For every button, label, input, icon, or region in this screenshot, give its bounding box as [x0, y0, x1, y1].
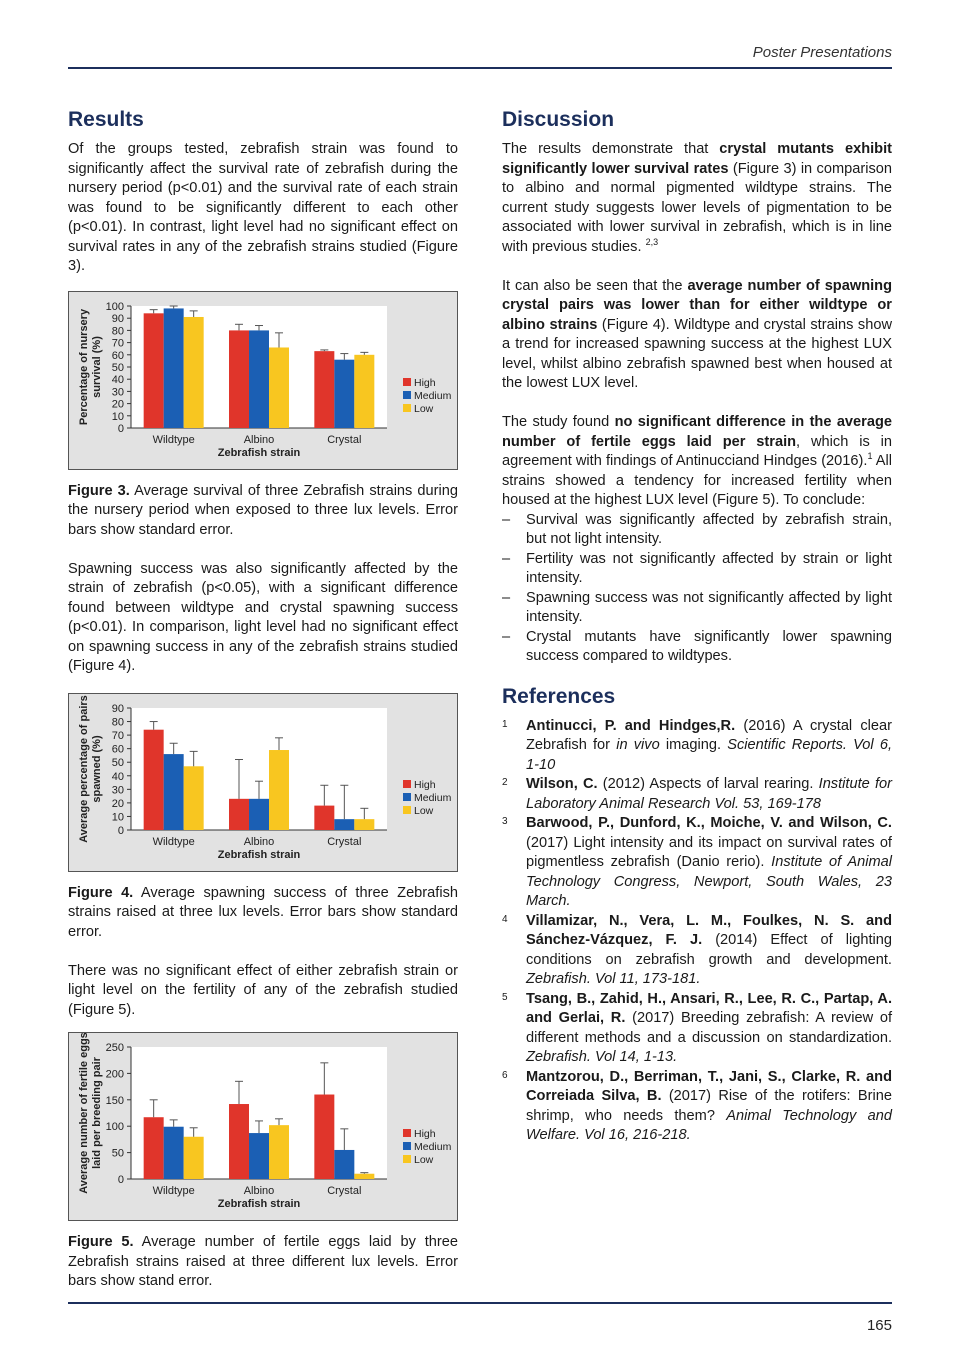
- conclusion-text: Crystal mutants have significantly lower spawning success compared to wildtypes.: [526, 628, 892, 664]
- y-tick-label: 80: [111, 716, 124, 729]
- bar-high: [144, 1117, 164, 1179]
- legend-label: Low: [414, 804, 434, 817]
- discussion-p2-text-c: (Figure 4). Wildtype and crystal strains show a trend for increased spawning success at the highest LUX level, whilst albino zebrafish spawned best when housed at the lowest LUX level.: [502, 316, 892, 391]
- y-tick-label: 70: [111, 729, 124, 742]
- page-number: 165: [866, 1317, 892, 1334]
- bar-high: [229, 1104, 249, 1179]
- bar-high: [314, 1095, 334, 1179]
- reference-italic: Animal Technology and Welfare. Vol 16, 216-218.: [526, 1107, 892, 1143]
- figure-4-text: Average spawning success of three Zebrafish strains raised at three lux levels. Error bars show standard error.: [68, 884, 458, 940]
- y-tick-label: 30: [111, 783, 124, 796]
- reference-number: 2: [502, 777, 508, 788]
- reference-number: 6: [502, 1069, 508, 1081]
- reference-text-2: imaging.: [659, 737, 728, 753]
- bar-high: [314, 351, 334, 428]
- discussion-p2-text-a: It can also be seen that the: [502, 277, 688, 294]
- bar-high: [314, 805, 334, 829]
- reference-text: (2017) Breeding zebrafish: A review of different methods and a discussion on standardization.: [526, 1010, 892, 1046]
- legend-swatch-low: [403, 806, 411, 814]
- discussion-p1-text-c: (Figure 3) in comparison to albino and normal pigmented wildtype strains. The current study suggests lower levels of pigmentation to be associated with lower survival in zebrafish, which is in line with previous studies.: [502, 160, 892, 255]
- reference-text: (2014) Effect of lighting conditions on zebrafish growth and development.: [526, 932, 892, 968]
- bar-low: [354, 354, 374, 427]
- discussion-p2-bold: average number of spawning crystal pairs was lower than for either wildtype or albino strains: [502, 277, 892, 333]
- bar-high: [144, 729, 164, 829]
- discussion-p3-text-a: The study found: [502, 414, 615, 430]
- x-tick-label: Crystal: [327, 433, 362, 446]
- reference-authors: Wilson, C.: [526, 776, 598, 792]
- legend-label: High: [414, 1128, 436, 1140]
- x-tick-label: Albino: [243, 835, 275, 848]
- conclusion-item: [502, 589, 892, 628]
- figure-4-caption: [68, 884, 458, 943]
- reference-authors: Mantzorou, D., Berriman, T., Jani, S., Clarke, R. and Correiada Silva, B.: [526, 1068, 892, 1104]
- figure-4-chart: [68, 693, 458, 872]
- bar-medium: [249, 1133, 269, 1179]
- y-tick-label: 10: [111, 810, 124, 823]
- reference-italic: Zebrafish. Vol 14, 1-13.: [526, 1049, 678, 1065]
- figure-3-chart: [68, 291, 458, 470]
- results-heading: Results: [68, 108, 144, 131]
- bar-low: [184, 316, 204, 427]
- discussion-p1-citation: 2,3: [645, 236, 659, 247]
- legend-label: High: [414, 376, 436, 389]
- legend-label: Medium: [414, 389, 452, 402]
- legend-swatch-high: [403, 378, 411, 386]
- y-axis-label-line-2: spawned (%): [91, 734, 103, 803]
- y-tick-label: 70: [111, 337, 124, 350]
- discussion-p1-bold: crystal mutants exhibit significantly lower survival rates: [502, 141, 892, 177]
- conclusion-item: [502, 628, 892, 667]
- reference-number: 1: [502, 718, 508, 730]
- reference-text: (2017) Light intensity and its impact on survival rates of pigmentless zebrafish (Danio rerio).: [526, 834, 892, 870]
- x-tick-label: Crystal: [327, 835, 362, 848]
- figure-5-chart: [68, 1032, 458, 1221]
- y-tick-label: 20: [111, 797, 124, 810]
- conclusion-text: Survival was significantly affected by zebrafish strain, but not light intensity.: [526, 511, 892, 547]
- reference-italic: Zebrafish. Vol 11, 173-181.: [526, 971, 701, 987]
- reference-italic: Institute of Animal Technology Congress, Newport, South Wales, 23 March.: [526, 854, 893, 909]
- reference-italic: Institute for Laboratory Animal Research Vol. 53, 169-178: [526, 776, 892, 812]
- bar-medium: [334, 819, 354, 830]
- x-axis-label: Zebrafish strain: [217, 1198, 301, 1210]
- reference-item: [502, 814, 892, 912]
- discussion-heading: Discussion: [502, 108, 615, 131]
- y-tick-label: 250: [105, 1042, 124, 1054]
- legend-label: Low: [414, 1154, 434, 1166]
- bar-low: [269, 750, 289, 830]
- dash-marker: –: [502, 550, 511, 567]
- results-paragraph-2: Spawning success was also significantly affected by the strain of zebrafish (p<0.05), with a significant difference found between wildtype and crystal spawning success (p<0.01). In comparison, light level had no significant effect on spawning success in any of the zebrafish strains studied (Figure 4).: [68, 560, 458, 674]
- x-axis-label: Zebrafish strain: [217, 446, 301, 459]
- legend-label: Medium: [414, 791, 452, 804]
- reference-item: [502, 775, 892, 814]
- y-tick-label: 30: [111, 385, 124, 398]
- legend-swatch-low: [403, 1155, 411, 1163]
- y-tick-label: 150: [105, 1094, 124, 1107]
- y-tick-label: 90: [111, 312, 124, 325]
- reference-text: (2016) A crystal clear Zebrafish for: [526, 717, 892, 753]
- conclusion-text: Spawning success was not significantly affected by light intensity.: [526, 589, 892, 625]
- footer-rule: [68, 1302, 892, 1304]
- references-heading: References: [502, 684, 616, 708]
- y-tick-label: 50: [111, 361, 124, 374]
- reference-authors: Barwood, P., Dunford, K., Moiche, V. and Wilson, C.: [526, 815, 892, 831]
- bar-low: [184, 766, 204, 830]
- reference-number: 3: [502, 816, 508, 827]
- y-tick-label: 20: [111, 398, 124, 411]
- y-tick-label: 40: [111, 373, 124, 386]
- discussion-p1-text-a: The results demonstrate that: [502, 141, 720, 157]
- discussion-p3-text-c: , which is in agreement with findings of Antinucciand Hindges (2016).: [502, 433, 892, 469]
- x-axis-label: Zebrafish strain: [217, 848, 301, 861]
- bar-medium: [164, 1127, 184, 1179]
- discussion-p3-text-d: All strains showed a tendency for increased fertility when housed at the highest LUX level (Figure 5). To conclude:: [502, 453, 892, 508]
- legend-swatch-medium: [403, 793, 411, 801]
- y-tick-label: 10: [111, 410, 124, 423]
- figure-5-text: Average number of fertile eggs laid by three Zebrafish strains raised at three different lux levels. Error bars show stand error.: [68, 1234, 458, 1289]
- discussion-p3-citation: 1: [867, 451, 873, 462]
- bar-medium: [164, 754, 184, 830]
- y-tick-label: 80: [111, 324, 124, 337]
- figure-3-caption: [68, 482, 458, 541]
- reference-item: [502, 990, 892, 1068]
- reference-number: 5: [502, 991, 508, 1003]
- dash-marker: –: [502, 628, 511, 645]
- x-tick-label: Albino: [243, 433, 275, 446]
- discussion-p3-bold: no significant difference in the average number of fertile eggs laid per strain: [502, 414, 892, 450]
- reference-item: [502, 717, 892, 776]
- figure-3-label: Figure 3.: [68, 482, 130, 499]
- figure-4-svg: [69, 694, 457, 866]
- x-tick-label: Wildtype: [152, 433, 195, 446]
- reference-item: [502, 1068, 892, 1146]
- figure-3-text: Average survival of three Zebrafish strains during the nursery period when exposed to three lux levels. Error bars show standard error.: [68, 482, 458, 538]
- y-tick-label: 0: [117, 1174, 124, 1186]
- bar-low: [269, 1125, 289, 1179]
- dash-marker: –: [502, 511, 511, 528]
- figure-3-svg: [69, 292, 457, 464]
- legend-swatch-low: [403, 404, 411, 412]
- bar-medium: [249, 798, 269, 829]
- y-axis-label: Average percentage of pairs: [78, 694, 90, 843]
- y-tick-label: 200: [105, 1068, 124, 1081]
- bar-low: [354, 1174, 374, 1179]
- section-label: Poster Presentations: [752, 44, 892, 61]
- discussion-paragraph-3: [502, 413, 892, 511]
- discussion-paragraph-2: [502, 277, 892, 394]
- legend-label: Medium: [414, 1141, 452, 1153]
- bar-medium: [249, 330, 269, 428]
- y-tick-label: 50: [111, 1147, 124, 1160]
- y-tick-label: 60: [111, 743, 124, 756]
- reference-number: 4: [502, 913, 508, 925]
- y-tick-label: 50: [111, 756, 124, 769]
- conclusion-item: [502, 511, 892, 550]
- x-tick-label: Wildtype: [152, 1185, 195, 1197]
- reference-text: (2017) Rise of the rotifers: Brine shrimp, who needs them?: [526, 1088, 892, 1124]
- results-paragraph-1: Of the groups tested, zebrafish strain was found to significantly affect the survival rate of zebrafish during the nursery period (p<0.01) and the survival rate of each strain was found to be significantly different to each other (p<0.01). In contrast, light level had no significant effect on survival rates in any of the zebrafish strains studied (Figure 3).: [68, 141, 458, 274]
- bar-low: [184, 1137, 204, 1179]
- y-axis-label-line-2: laid per breeding pair: [91, 1057, 103, 1169]
- reference-authors: Villamizar, N., Vera, L. M., Foulkes, N. S. and Sánchez-Vázquez, F. J.: [526, 912, 892, 948]
- x-tick-label: Wildtype: [152, 835, 195, 848]
- conclusion-item: [502, 550, 892, 589]
- bar-high: [144, 313, 164, 428]
- y-tick-label: 60: [111, 349, 124, 362]
- bar-low: [269, 347, 289, 428]
- reference-italic: in vivo: [616, 737, 660, 753]
- y-tick-label: 90: [111, 702, 124, 715]
- y-tick-label: 100: [105, 300, 124, 313]
- reference-authors: Antinucci, P. and Hindges,R.: [526, 717, 736, 734]
- figure-4-label: Figure 4.: [68, 884, 134, 901]
- dash-marker: –: [502, 589, 511, 606]
- results-paragraph-3: There was no significant effect of either zebrafish strain or light level on the fertility of any of the zebrafish studied (Figure 5).: [68, 962, 458, 1018]
- bar-medium: [334, 359, 354, 427]
- bar-medium: [334, 1150, 354, 1179]
- x-tick-label: Albino: [243, 1185, 275, 1197]
- header-rule: [68, 67, 892, 69]
- legend-swatch-medium: [403, 391, 411, 399]
- reference-list: [502, 717, 892, 1146]
- reference-text: (2012) Aspects of larval rearing.: [597, 776, 819, 792]
- bar-low: [354, 819, 374, 830]
- conclusion-text: Fertility was not significantly affected by strain or light intensity.: [526, 550, 892, 586]
- y-tick-label: 0: [117, 824, 124, 837]
- legend-label: High: [414, 778, 436, 791]
- legend-label: Low: [414, 402, 434, 415]
- bar-high: [229, 798, 249, 829]
- y-axis-label: Percentage of nursery: [78, 308, 90, 425]
- y-tick-label: 0: [117, 422, 124, 435]
- legend-swatch-high: [403, 1129, 411, 1137]
- bar-medium: [164, 308, 184, 428]
- reference-italic-2: Scientific Reports. Vol 6, 1-10: [526, 737, 893, 773]
- discussion-paragraph-1: [502, 140, 892, 257]
- reference-item: [502, 912, 892, 990]
- legend-swatch-medium: [403, 1142, 411, 1150]
- y-axis-label-line-2: survival (%): [91, 335, 103, 398]
- legend-swatch-high: [403, 780, 411, 788]
- y-tick-label: 100: [105, 1121, 124, 1134]
- y-tick-label: 40: [111, 770, 124, 783]
- left-column: [68, 106, 458, 1292]
- figure-5-caption: [68, 1233, 458, 1292]
- right-column: [502, 106, 892, 1146]
- x-tick-label: Crystal: [327, 1185, 362, 1197]
- y-axis-label: Average number of fertile eggs: [78, 1033, 90, 1194]
- bar-high: [229, 330, 249, 428]
- figure-5-label: Figure 5.: [68, 1234, 134, 1250]
- figure-5-svg: [69, 1033, 457, 1215]
- conclusion-list: [502, 511, 892, 667]
- reference-authors: Tsang, B., Zahid, H., Ansari, R., Lee, R. C., Partap, A. and Gerlai, R.: [526, 990, 892, 1026]
